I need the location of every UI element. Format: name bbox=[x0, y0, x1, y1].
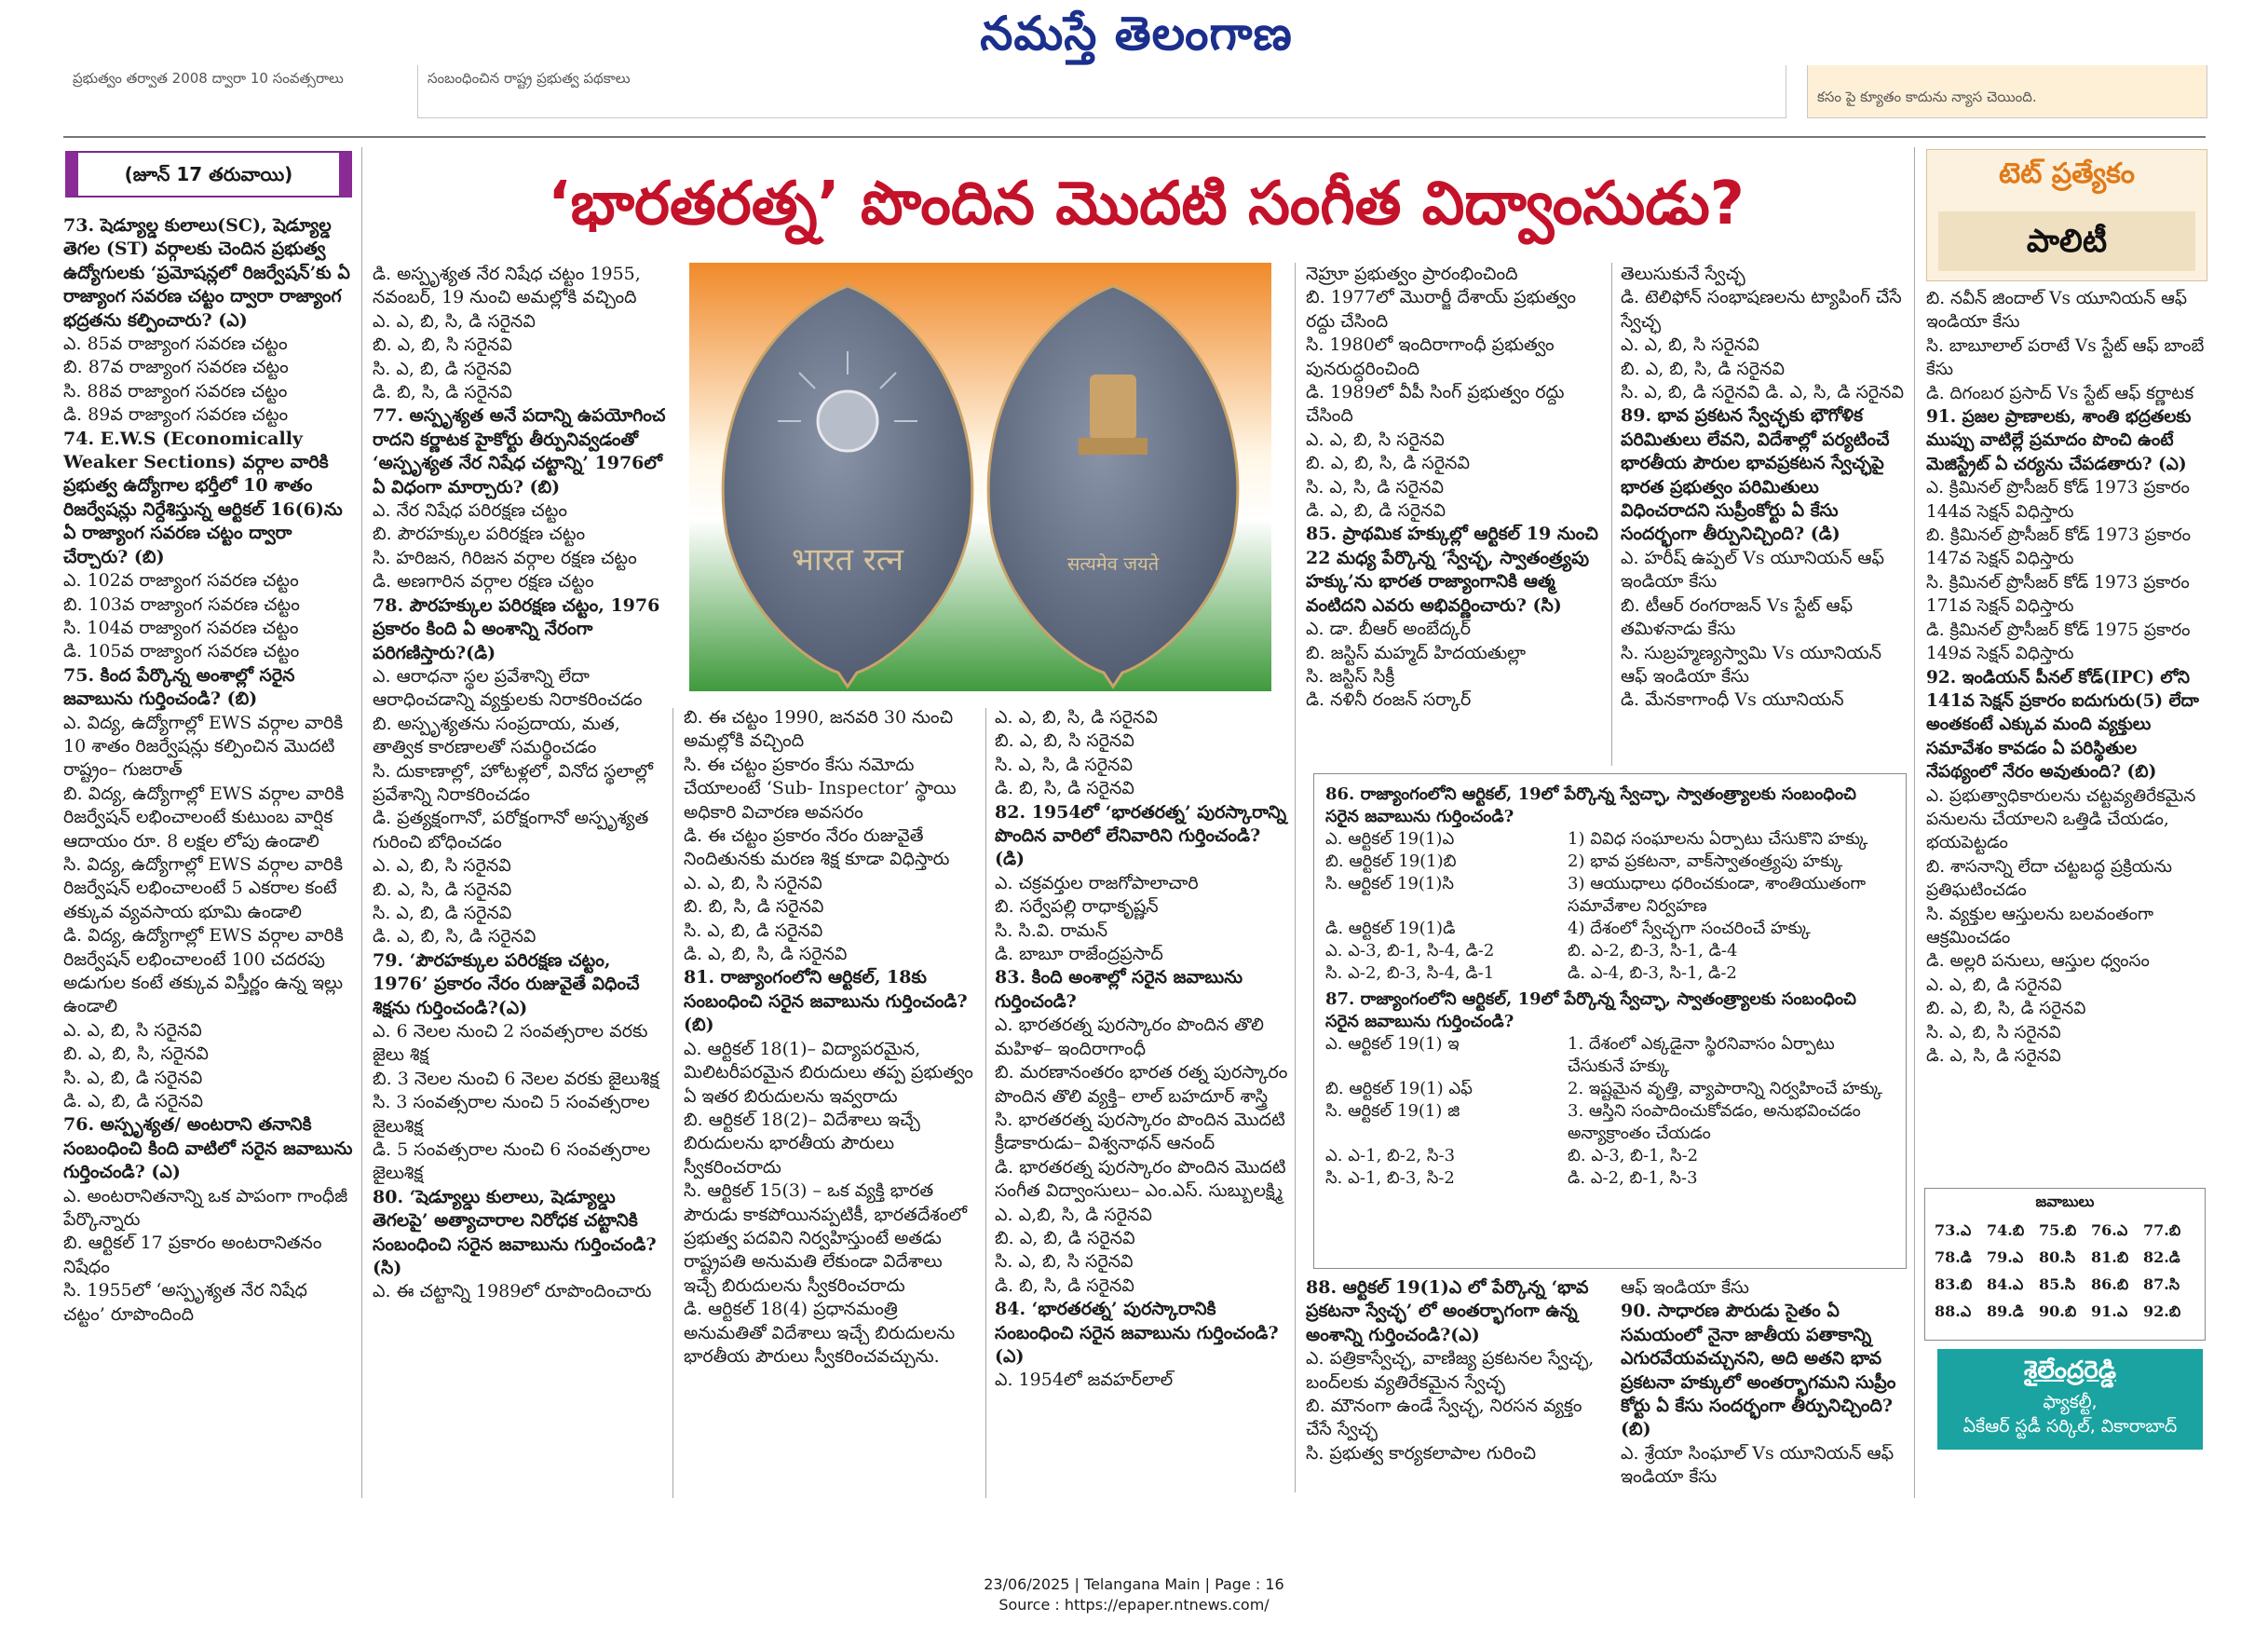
list-item: బి. ఎ-2, బి-3, సి-1, డి-4 bbox=[1568, 941, 1738, 961]
list-item: 92. ఇండియన్ పీనల్ కోడ్(IPC) లోని 141వ సెక్షన్ ప్రకారం ఐదుగురు(5) లేదా అంతకంటే ఎక్కువ మంది వ్యక్తులు సమావేశం కావడం ఏ పరిస్థితుల నేపథ్యంలో నేరం అవుతుంది? (బి) bbox=[1926, 667, 2199, 783]
list-item: ఎ. నేర నిషేధ పరిరక్షణ చట్టం bbox=[373, 500, 568, 522]
column-divider bbox=[1914, 147, 1915, 1498]
list-item: 90. సాధారణ పౌరుడు సైతం ఏ సమయంలో నైనా జాతీయ పతాకాన్ని ఎగురవేయవచ్చునని, అది అతని భావ ప్రకటనా హక్కులో అంతర్భాగమని సుప్రీం కోర్టు ఏ కేసు సందర్భంగా తీర్పునిచ్చింది? (బి) bbox=[1621, 1301, 1896, 1440]
medal-left-text: भारत रत्न bbox=[791, 541, 904, 579]
question-87: 87. రాజ్యాంగంలోని ఆర్టికల్, 19లో పేర్కొన్న స్వేచ్ఛా, స్వాతంత్ర్యాలకు సంబంధించి సరైన జవాబును గుర్తించండి? bbox=[1325, 989, 1856, 1031]
top-strip-left: ప్రభుత్వం తర్వాత 2008 ద్వారా 10 సంవత్సరాలు bbox=[73, 70, 344, 87]
top-strip-right: కసం పై క్యూతం కాదును న్యాస చెయింది. bbox=[1807, 65, 2207, 118]
list-item: బి. టీఆర్ రంగరాజన్ Vs స్టేట్ ఆఫ్ తమిళనాడు కేసు bbox=[1621, 594, 1854, 640]
list-item: సి. ఈ చట్టం ప్రకారం కేసు నమోదు చేయాలంటే ‘Sub- Inspector’ స్థాయి అధికారి విచారణ అవసరం bbox=[684, 754, 957, 823]
column-divider bbox=[1295, 263, 1296, 1492]
list-item: బి. క్రిమినల్ ప్రొసీజర్ కోడ్ 1973 ప్రకారం 147వ సెక్షన్ విధిస్తారు bbox=[1926, 525, 2192, 569]
list-item: బి. మరణానంతరం భారత రత్న పురస్కారం పొందిన తొలి వ్యక్తి– లాల్ బహదూర్ శాస్త్రి bbox=[995, 1062, 1288, 1107]
list-item: డి. అణగారిన వర్గాల రక్షణ చట్టం bbox=[373, 571, 594, 593]
list-item: డి. దిగంబర ప్రసాద్ Vs స్టేట్ ఆఫ్ కర్ణాటక bbox=[1926, 383, 2194, 403]
list-item: బి. ఎ, బి, సి, డి సరైనవి bbox=[1621, 358, 1786, 379]
list-item: 2) భావ ప్రకటనా, వాక్‌స్వాతంత్ర్యపు హక్కు bbox=[1568, 852, 1843, 871]
list-item: బి. ఎ, బి, సి, సరైనవి bbox=[63, 1043, 209, 1065]
medal-right-text: सत्यमेव जयते bbox=[1066, 552, 1160, 575]
list-item: 80. ‘షెడ్యూల్డు కులాలు, షెడ్యూల్డు తెగలపై’ అత్యాచారాల నిరోధక చట్టానికి సంబంధించి సరైన జవాబును గుర్తించండి? (సి) bbox=[373, 1186, 657, 1279]
question-86: 86. రాజ్యాంగంలోని ఆర్టికల్, 19లో పేర్కొన్న స్వేచ్ఛా, స్వాతంత్ర్యాలకు సంబంధించి సరైన జవాబును గుర్తించండి? bbox=[1325, 784, 1856, 826]
list-item: బి. బి, సి, డి సరైనవి bbox=[684, 896, 824, 918]
list-item: 1) వివిధ సంఘాలను ఏర్పాటు చేసుకొని హక్కు bbox=[1568, 829, 1868, 849]
list-item: డి. ప్రత్యక్షంగానో, పరోక్షంగానో అస్పృశ్యత గురించి బోధించడం bbox=[373, 808, 649, 852]
list-item: 3. ఆస్తిని సంపాదించుకోవడం, అనుభవించడం అన్యాక్రాంతం చేయడం bbox=[1568, 1101, 1861, 1143]
list-item: బి. 103వ రాజ్యాంగ సవరణ చట్టం bbox=[63, 593, 300, 615]
list-item: 76. అస్పృశ్యత/ అంటరాని తనానికి సంబంధించి కింది వాటిలో సరైన జవాబును గుర్తించండి? (ఎ) bbox=[63, 1114, 353, 1183]
list-item: సి. 104వ రాజ్యాంగ సవరణ చట్టం bbox=[63, 617, 299, 638]
list-item: సి. ఎ, సి, డి సరైనవి bbox=[995, 754, 1133, 775]
list-item: సి. ఎ-1, బి-3, సి-2 bbox=[1325, 1168, 1455, 1188]
list-item: డి. నళినీ రంజన్ సర్కార్ bbox=[1306, 689, 1472, 711]
column-5-bottom bbox=[1306, 1276, 1606, 1500]
list-item: ఎ. ఆర్టికల్ 18(1)– విద్యాపరమైన, మిలిటరీపరమైన బిరుదులు తప్ప ప్రభుత్వం ఏ ఇతర బిరుదులను ఇవ్వరాదు bbox=[684, 1038, 973, 1107]
sidebar-title: టెట్ ప్రత్యేకం bbox=[1999, 157, 2135, 190]
list-item: బి. సర్వేపల్లి రాధాకృష్ణన్ bbox=[995, 896, 1159, 918]
list-item: ఎ. ఎ, బి, సి, డి సరైనవి bbox=[995, 707, 1158, 728]
top-strip-middle: సంబంధించిన రాష్ట్ర ప్రభుత్వ పథకాలు bbox=[417, 65, 1786, 118]
list-item: డి. టెలిఫోన్ సంభాషణలను ట్యాపింగ్ చేసే స్వేచ్ఛ bbox=[1621, 287, 1902, 332]
list-item: సి. ఆర్టికల్ 19(1)సి bbox=[1325, 874, 1455, 893]
list-item: డి. బాబూ రాజేంద్రప్రసాద్ bbox=[995, 944, 1163, 965]
list-item: సి. ఎ, బి, డి సరైనవి bbox=[373, 358, 512, 379]
list-item: ఎ. డా. బీఆర్ అంబేద్కర్ bbox=[1306, 619, 1471, 640]
list-item: సి. ఆర్టికల్ 19(1) జి bbox=[1325, 1101, 1460, 1121]
list-item: డి. 89వ రాజ్యాంగ సవరణ చట్టం bbox=[63, 404, 289, 426]
answer-key-title: జవాబులు bbox=[2035, 1192, 2095, 1210]
answer-key-item: 83.బి bbox=[1935, 1275, 1973, 1293]
answer-key-item: 78.డి bbox=[1935, 1248, 1972, 1266]
matching-questions-box bbox=[1313, 773, 1907, 1269]
column-1 bbox=[63, 214, 354, 1500]
list-item: బి. ఎ, బి, సి సరైనవి bbox=[373, 334, 512, 356]
list-item: 79. ‘పౌరహక్కుల పరిరక్షణ చట్టం, 1976’ ప్రకారం నేరం రుజువైతే విధించే శిక్షను గుర్తించండి?(ఎ) bbox=[373, 949, 640, 1018]
list-item: డి. 5 సంవత్సరాల నుంచి 6 సంవత్సరాల జైలుశిక్ష bbox=[373, 1139, 651, 1184]
column-3 bbox=[684, 706, 980, 1500]
list-item: 85. ప్రాథమిక హక్కుల్లో ఆర్టికల్ 19 నుంచి 22 మధ్య పేర్కొన్న ‘స్వేచ్ఛ, స్వాతంత్ర్యపు హక్కు’ను భారత రాజ్యాంగానికి ఆత్మ వంటిదని ఎవరు అభివర్ణించారు? (సి) bbox=[1306, 524, 1598, 616]
list-item: బి. ఆర్టికల్ 19(1)బి bbox=[1325, 852, 1457, 871]
list-item: సి. ఎ, బి, డి సరైనవి bbox=[684, 920, 823, 941]
list-item: 83. కింది అంశాల్లో సరైన జవాబును గుర్తించండి? bbox=[995, 967, 1243, 1012]
column-6-bottom bbox=[1621, 1276, 1911, 1500]
answer-key-box bbox=[1924, 1188, 2206, 1341]
column-2 bbox=[373, 263, 669, 1500]
list-item: సి. బాబూలాల్ పరాటే Vs స్టేట్ ఆఫ్ బాంబే కేసు bbox=[1926, 335, 2205, 380]
list-item: డి. క్రిమినల్ ప్రొసీజర్ కోడ్ 1975 ప్రకారం 149వ సెక్షన్ విధిస్తారు bbox=[1926, 620, 2191, 664]
list-item: ఎ. 102వ రాజ్యాంగ సవరణ చట్టం bbox=[63, 570, 299, 592]
list-item: బి. 87వ రాజ్యాంగ సవరణ చట్టం bbox=[63, 357, 289, 378]
column-divider bbox=[672, 708, 673, 1498]
list-item: బి. మౌనంగా ఉండే స్వేచ్ఛ, నిరసన వ్యక్తం చేసే స్వేచ్ఛ bbox=[1306, 1396, 1582, 1440]
answer-key-item: 76.ఎ bbox=[2091, 1221, 2128, 1239]
list-item: 91. ప్రజల ప్రాణాలకు, శాంతి భద్రతలకు ముప్పు వాటిల్లే ప్రమాదం పొంచి ఉంటే మెజిస్ట్రేట్ ఏ చర్యను చేపడతారు? (ఎ) bbox=[1926, 407, 2192, 474]
list-item: సి. దుకాణాల్లో, హోటళ్లలో, వినోద స్థలాల్లో ప్రవేశాన్ని నిరాకరించడం bbox=[373, 760, 653, 805]
column-divider bbox=[361, 147, 362, 1498]
list-item: సి. వ్యక్తుల ఆస్తులను బలవంతంగా ఆక్రమించడం bbox=[1926, 904, 2154, 947]
answer-key-item: 81.బి bbox=[2091, 1248, 2129, 1266]
list-item: సి. క్రిమినల్ ప్రొసీజర్ కోడ్ 1973 ప్రకారం 171వ సెక్షన్ విధిస్తారు bbox=[1926, 572, 2190, 617]
bharat-ratna-medals-image bbox=[689, 263, 1271, 691]
list-item: ఎ. భారతరత్న పురస్కారం పొందిన తొలి మహిళ– ఇందిరాగాంధీ bbox=[995, 1015, 1264, 1059]
list-item: సి. ఎ, బి, డి సరైనవి bbox=[63, 1067, 203, 1088]
list-item: తెలుసుకునే స్వేచ్ఛ bbox=[1621, 264, 1745, 284]
list-item: ఆఫ్ ఇండియా కేసు bbox=[1621, 1277, 1749, 1298]
list-item: 77. అస్పృశ్యత అనే పదాన్ని ఉపయోగించ రాదని కర్ణాటక హైకోర్టు తీర్పునివ్వడంతో ‘అస్పృశ్యత నేర నిషేధ చట్టాన్ని’ 1976లో ఏ విధంగా మార్చారు? (బి) bbox=[373, 405, 666, 497]
list-item: ఎ. ఎ, బి, సి సరైనవి bbox=[684, 872, 822, 893]
list-item: ఎ. ఎ-1, బి-2, సి-3 bbox=[1325, 1146, 1456, 1165]
list-item: డి. బి, సి, డి సరైనవి bbox=[995, 1274, 1134, 1296]
list-item: 81. రాజ్యాంగంలోని ఆర్టికల్, 18కు సంబంధించి సరైన జవాబును గుర్తించండి? (బి) bbox=[684, 967, 968, 1036]
list-item: సి. ఎ, బి, సి సరైనవి bbox=[995, 1251, 1134, 1273]
list-item: సి. ఎ, బి, సి సరైనవి bbox=[1926, 1022, 2061, 1042]
list-item: 73. షెడ్యూల్డ కులాలు(SC), షెడ్యూల్డ తెగల (ST) వర్గాలకు చెందిన ప్రభుత్వ ఉద్యోగులకు ‘ప్రమోషన్లలో రిజర్వేషన్’కు ఏ రాజ్యాంగ సవరణ చట్టం ద్వారా రాజ్యాంగ భద్రతను కల్పించారు? (ఎ) bbox=[63, 215, 350, 331]
list-item: ఎ. ఎ-3, బి-1, సి-4, డి-2 bbox=[1325, 941, 1495, 961]
author-role: ఫ్యాకల్టీ, bbox=[2043, 1392, 2098, 1412]
list-item: డి. 1989లో వీపీ సింగ్ ప్రభుత్వం రద్దు చేసింది bbox=[1306, 382, 1565, 427]
list-item: డి. ఎ, బి, డి సరైనవి bbox=[1306, 500, 1446, 522]
list-item: ఎ. ప్రభుత్వాధికారులను చట్టవ్యతిరేకమైన పనులను చేయాలని ఒత్తిడి చేయడం, భయపెట్టడం bbox=[1926, 785, 2196, 853]
list-item: సి. ఎ, సి, డి సరైనవి bbox=[1306, 476, 1444, 497]
list-item: డి. బి, సి, డి సరైనవి bbox=[373, 382, 512, 403]
list-item: ఎ. పత్రికాస్వేచ్ఛ, వాణిజ్య ప్రకటనల స్వేచ్ఛ, బంద్‌లకు వ్యతిరేకమైన స్వేచ్ఛ bbox=[1306, 1348, 1595, 1393]
list-item: బి. ఎ-3, బి-1, సి-2 bbox=[1568, 1146, 1699, 1165]
question-86-left bbox=[1325, 828, 1558, 985]
list-item: డి. ఎ-2, బి-1, సి-3 bbox=[1568, 1168, 1698, 1188]
list-item: బి. ఈ చట్టం 1990, జనవరి 30 నుంచి అమల్లోకి వచ్చింది bbox=[684, 707, 954, 752]
list-item: ఎ. ఎ, బి, సి సరైనవి bbox=[373, 855, 511, 877]
answer-key-item: 80.సి bbox=[2039, 1248, 2076, 1266]
list-item: సి. 1980లో ఇందిరాగాంధీ ప్రభుత్వం పునరుద్ధరించింది bbox=[1306, 334, 1555, 379]
list-item: సి. సుబ్రహ్మణ్యస్వామి Vs యూనియన్ ఆఫ్ ఇండియా కేసు bbox=[1621, 642, 1882, 687]
list-item: డి. ఆర్టికల్ 19(1)డి bbox=[1325, 919, 1456, 938]
list-item: సి. 88వ రాజ్యాంగ సవరణ చట్టం bbox=[63, 380, 288, 402]
masthead bbox=[0, 0, 2268, 140]
list-item: సి. ఎ-2, బి-3, సి-4, డి-1 bbox=[1325, 963, 1495, 983]
list-item: సి. హరిజన, గిరిజన వర్గాల రక్షణ చట్టం bbox=[373, 547, 637, 568]
list-item: సి. విద్య, ఉద్యోగాల్లో EWS వర్గాల వారికి రిజర్వేషన్ లభించాలంటే 5 ఎకరాల కంటే తక్కువ వ్యవసాయ భూమి ఉండాలి bbox=[63, 853, 344, 922]
answer-key-item: 85.సి bbox=[2039, 1275, 2076, 1293]
list-item: డి. అస్పృశ్యత నేర నిషేధ చట్టం 1955, నవంబర్, 19 నుంచి అమల్లోకి వచ్చింది bbox=[373, 264, 641, 308]
list-item: బి. ఎ, బి, సి సరైనవి bbox=[995, 730, 1134, 752]
list-item: 1. దేశంలో ఎక్కడైనా స్థిరనివాసం ఏర్పాటు చేసుకునే హక్కు bbox=[1568, 1034, 1835, 1076]
list-item: ఎ. చక్రవర్తుల రాజగోపాలాచారి bbox=[995, 872, 1199, 893]
answer-key-item: 90.బి bbox=[2039, 1302, 2077, 1320]
list-item: సి. భారతరత్న పురస్కారం పొందిన మొదటి క్రీడాకారుడు– విశ్వనాథన్ ఆనంద్ bbox=[995, 1109, 1285, 1154]
list-item: బి. జస్టిస్ మహ్మద్ హిదయతుల్లా bbox=[1306, 642, 1527, 663]
list-item: 82. 1954లో ‘భారతరత్న’ పురస్కారాన్ని పొందిన వారిలో లేనివారిని గుర్తించండి? (డి) bbox=[995, 801, 1287, 870]
list-item: డి. అల్లరి పనులు, ఆస్తుల ధ్వంసం bbox=[1926, 951, 2150, 972]
list-item: డి. విద్య, ఉద్యోగాల్లో EWS వర్గాల వారికి రిజర్వేషన్ లభించాలంటే 100 చదరపు అడుగుల కంటే తక్కువ విస్తీర్ణం ఉన్న ఇల్లు ఉండాలి bbox=[63, 925, 344, 1017]
list-item: ఎ. 85వ రాజ్యాంగ సవరణ చట్టం bbox=[63, 334, 288, 355]
list-item: ఎ. ఎ, బి, సి సరైనవి bbox=[63, 1019, 202, 1041]
list-item: ఎ. ఈ చట్టాన్ని 1989లో రూపొందించారు bbox=[373, 1281, 652, 1302]
list-item: 84. ‘భారతరత్న’ పురస్కారానికి సంబంధించి సరైన జవాబును గుర్తించండి? (ఎ) bbox=[995, 1299, 1279, 1367]
author-org: ఏకేఆర్ స్టడీ సర్కిల్, వికారాబాద్ bbox=[1962, 1416, 2178, 1437]
list-item: బి. ఎ, బి, సి, డి సరైనవి bbox=[1926, 999, 2086, 1019]
list-item: బి. శాసనాన్ని లేదా చట్టబద్ధ ప్రక్రియను ప్రతిఘటించడం bbox=[1926, 856, 2172, 901]
footer-source-line: Source : https://epaper.ntnews.com/ bbox=[998, 1596, 1270, 1614]
list-item: బి. ఆర్టికల్ 19(1) ఎఫ్ bbox=[1325, 1079, 1473, 1098]
list-item: ఎ. ఎ,బి, సి, డి సరైనవి bbox=[995, 1204, 1152, 1225]
answer-key-item: 73.ఎ bbox=[1935, 1221, 1972, 1239]
list-item: ఎ. హరీష్ ఉప్పల్ Vs యూనియన్ ఆఫ్ ఇండియా కేసు bbox=[1621, 547, 1884, 593]
question-87-options bbox=[1325, 1033, 1894, 1190]
list-item: డి. 105వ రాజ్యాంగ సవరణ చట్టం bbox=[63, 641, 300, 662]
list-item: ఎ. 1954లో జవహర్‌లాల్ bbox=[995, 1369, 1174, 1391]
list-item: డి. మేనకాగాంధీ Vs యూనియన్ bbox=[1621, 689, 1844, 711]
answer-key-grid bbox=[1925, 1214, 2205, 1331]
column-6 bbox=[1621, 263, 1911, 766]
column-7 bbox=[1926, 287, 2206, 1181]
page-headline: ‘భారతరత్న’ పొందిన మొదటి సంగీత విద్వాంసుడు? bbox=[548, 170, 1745, 238]
list-item: బి. ఎ, సి, డి సరైనవి bbox=[373, 879, 512, 900]
answer-key-item: 82.డి bbox=[2143, 1248, 2180, 1266]
list-item: డి. ఎ, బి, సి, డి సరైనవి bbox=[684, 944, 848, 965]
date-tag: (జూన్ 17 తరువాయి) bbox=[65, 151, 352, 198]
list-item: 88. ఆర్టికల్ 19(1)ఎ లో పేర్కొన్న ‘భావ ప్రకటనా స్వేచ్ఛ’ లో అంతర్భాగంగా ఉన్న అంశాన్ని గుర్తించండి?(ఎ) bbox=[1306, 1277, 1589, 1345]
top-divider bbox=[63, 136, 2206, 138]
medal-illustration bbox=[689, 263, 1271, 691]
matching-questions bbox=[1325, 783, 1894, 1260]
list-item: బి. ఆర్టికల్ 17 ప్రకారం అంటరానితనం నిషేధం bbox=[63, 1233, 322, 1277]
list-item: డి. ఆర్టికల్ 18(4) ప్రధానమంత్రి అనుమతితో విదేశాలు ఇచ్చే బిరుదులను భారతీయ పౌరులు స్వీకరించవచ్చును. bbox=[684, 1299, 956, 1367]
column-divider bbox=[1611, 263, 1612, 766]
question-87-right bbox=[1568, 1033, 1894, 1190]
question-87-left bbox=[1325, 1033, 1558, 1190]
answer-key-item: 92.బి bbox=[2143, 1302, 2181, 1320]
answer-key-item: 84.ఎ bbox=[1987, 1275, 2024, 1293]
sidebar-heading bbox=[1926, 149, 2207, 281]
list-item: బి. అస్పృశ్యతను సంప్రదాయ, మత, తాత్విక కారణాలతో సమర్థించడం bbox=[373, 713, 620, 758]
list-item: ఎ. విద్య, ఉద్యోగాల్లో EWS వర్గాల వారికి 10 శాతం రిజర్వేషన్లు కల్పించిన మొదటి రాష్ట్రం– గుజరాత్ bbox=[63, 712, 344, 781]
column-4 bbox=[995, 706, 1291, 1500]
list-item: 4) దేశంలో స్వేచ్ఛగా సంచరించే హక్కు bbox=[1568, 919, 1811, 938]
answer-key-item: 89.డి bbox=[1987, 1302, 2024, 1320]
list-item: బి. 1977లో మొరార్జీ దేశాయ్ ప్రభుత్వం రద్దు చేసింది bbox=[1306, 287, 1577, 332]
list-item: డి. ఎ, బి, సి, డి సరైనవి bbox=[373, 926, 536, 947]
list-item: డి. ఈ చట్టం ప్రకారం నేరం రుజువైతే నిందితునకు మరణ శిక్ష కూడా విధిస్తారు bbox=[684, 825, 950, 870]
list-item: 78. పౌరహక్కుల పరిరక్షణ చట్టం, 1976 ప్రకారం కింది ఏ అంశాన్ని నేరంగా పరిగణిస్తారు?(డి) bbox=[373, 594, 660, 663]
list-item: 2. ఇష్టమైన వృత్తి, వ్యాపారాన్ని నిర్వహించే హక్కు bbox=[1568, 1079, 1882, 1098]
column-5 bbox=[1306, 263, 1606, 766]
answer-key-item: 87.సి bbox=[2143, 1275, 2180, 1293]
question-86-right bbox=[1568, 828, 1894, 985]
list-item: డి. ఎ-4, బి-3, సి-1, డి-2 bbox=[1568, 963, 1737, 983]
author-name: శైలేంద్రరెడ్డి bbox=[2024, 1356, 2116, 1384]
answer-key-item: 88.ఎ bbox=[1935, 1302, 1972, 1320]
list-item: సి. ఎ, బి, డి సరైనవి bbox=[373, 902, 512, 923]
list-item: నెహ్రూ ప్రభుత్వం ప్రారంభించింది bbox=[1306, 264, 1518, 284]
answer-key-item: 86.బి bbox=[2091, 1275, 2129, 1293]
list-item: బి. నవీన్ జిందాల్ Vs యూనియన్ ఆఫ్ ఇండియా కేసు bbox=[1926, 289, 2188, 333]
list-item: సి. ప్రభుత్వ కార్యకలాపాల గురించి bbox=[1306, 1442, 1537, 1464]
answer-key-item: 74.బి bbox=[1987, 1221, 2025, 1239]
list-item: 3) ఆయుధాలు ధరించకుండా, శాంతియుతంగా సమావేశాల నిర్వహణ bbox=[1568, 874, 1867, 916]
list-item: ఎ. ఆరాధనా స్థల ప్రవేశాన్ని లేదా ఆరాధించడాన్ని వ్యక్తులకు నిరాకరించడం bbox=[373, 665, 643, 711]
list-item: బి. ఎ, బి, డి సరైనవి bbox=[995, 1227, 1135, 1248]
page-footer bbox=[0, 1574, 2268, 1615]
answer-key-item: 91.ఎ bbox=[2091, 1302, 2128, 1320]
list-item: సి. జస్టిస్ సిక్రీ bbox=[1306, 665, 1395, 687]
list-item: ఎ. ఆర్టికల్ 19(1) ఇ bbox=[1325, 1034, 1460, 1054]
list-item: డి. ఎ, సి, డి సరైనవి bbox=[1926, 1046, 2061, 1066]
list-item: 75. కింద పేర్కొన్న అంశాల్లో సరైన జవాబును గుర్తించండి? (బి) bbox=[63, 664, 295, 710]
list-item: బి. ఎ, బి, సి, డి సరైనవి bbox=[1306, 453, 1471, 474]
newspaper-logo: నమస్తే తెలంగాణ bbox=[980, 6, 1293, 61]
answer-key-item: 75.బి bbox=[2039, 1221, 2077, 1239]
list-item: బి. ఆర్టికల్ 18(2)– విదేశాలు ఇచ్చే బిరుదులను భారతీయ పౌరులు స్వీకరించరాదు bbox=[684, 1109, 920, 1178]
list-item: ఎ. అంటరానితనాన్ని ఒక పాపంగా గాంధీజీ పేర్కొన్నారు bbox=[63, 1185, 348, 1231]
list-item: ఎ. ఎ, బి, సి సరైనవి bbox=[1306, 429, 1445, 450]
list-item: ఎ. 6 నెలల నుంచి 2 సంవత్సరాల వరకు జైలు శిక్ష bbox=[373, 1021, 648, 1066]
column-divider bbox=[985, 708, 986, 1498]
list-item: బి. విద్య, ఉద్యోగాల్లో EWS వర్గాల వారికి రిజర్వేషన్ లభించాలంటే కుటుంబ వార్షిక ఆదాయం రూ. 8 లక్షల లోపు ఉండాలి bbox=[63, 783, 345, 852]
author-box bbox=[1937, 1349, 2203, 1450]
list-item: ఎ. ఆర్టికల్ 19(1)ఎ bbox=[1325, 829, 1455, 849]
list-item: సి. సి.వి. రామన్ bbox=[995, 920, 1108, 941]
list-item: సి. 1955లో ‘అస్పృశ్యత నేర నిషేధ చట్టం’ రూపొందింది bbox=[63, 1280, 307, 1325]
list-item: సి. 3 సంవత్సరాల నుంచి 5 సంవత్సరాల జైలుశిక్ష bbox=[373, 1092, 650, 1137]
list-item: 89. భావ ప్రకటన స్వేచ్ఛకు భౌగోళిక పరిమితులు లేవని, విదేశాల్లో పర్యటించే భారతీయ పౌరుల భావప్రకటన స్వేచ్ఛపై భారత ప్రభుత్వం పరిమితులు విధించరాదని సుప్రీంకోర్టు ఏ కేసు సందర్భంగా తీర్పునిచ్చింది? (డి) bbox=[1621, 405, 1890, 545]
list-item: బి. పౌరహక్కుల పరిరక్షణ చట్టం bbox=[373, 524, 586, 545]
answer-key-item: 77.బి bbox=[2143, 1221, 2181, 1239]
list-item: సి. ఆర్టికల్ 15(3) – ఒక వ్యక్తి భారత పౌరుడు కాకపోయినప్పటికీ, భారతదేశంలో ప్రభుత్వ పదవిని నిర్వహిస్తుంటే అతడు రాష్ట్రపతి అనుమతి లేకుండా విదేశాలు ఇచ్చే బిరుదులను స్వీకరించరాదు bbox=[684, 1180, 968, 1296]
list-item: ఎ. ఎ, బి, సి సరైనవి bbox=[1621, 334, 1759, 356]
list-item: డి. బి, సి, డి సరైనవి bbox=[995, 778, 1134, 799]
list-item: సి. ఎ, బి, డి సరైనవి డి. ఎ, సి, డి సరైనవి bbox=[1621, 382, 1905, 403]
footer-date-line: 23/06/2025 | Telangana Main | Page : 16 bbox=[984, 1575, 1284, 1593]
question-86-options bbox=[1325, 828, 1894, 985]
list-item: బి. 3 నెలల నుంచి 6 నెలల వరకు జైలుశిక్ష bbox=[373, 1068, 659, 1089]
list-item: ఎ. ఎ, బి, డి సరైనవి bbox=[1926, 974, 2062, 995]
sidebar-subtitle: పాలిటీ bbox=[1938, 211, 2195, 271]
list-item: డి. ఎ, బి, డి సరైనవి bbox=[63, 1091, 204, 1112]
list-item: ఎ. ఎ, బి, సి, డి సరైనవి bbox=[373, 310, 536, 332]
list-item: ఎ. క్రిమినల్ ప్రొసీజర్ కోడ్ 1973 ప్రకారం 144వ సెక్షన్ విధిస్తారు bbox=[1926, 478, 2190, 522]
list-item: 74. E.W.S (Economically Weaker Sections) వర్గాల వారికి ప్రభుత్వ ఉద్యోగాల భర్తీలో 10 శాతం రిజర్వేషన్లు నిర్దేశిస్తున్న ఆర్టికల్ 16(6)ను ఏ రాజ్యాంగ సవరణ చట్టం ద్వారా చేర్చారు? (బి) bbox=[63, 428, 343, 567]
list-item: డి. భారతరత్న పురస్కారం పొందిన మొదటి సంగీత విద్వాంసులు– ఎం.ఎస్. సుబ్బులక్ష్మి bbox=[995, 1156, 1286, 1202]
list-item: ఎ. శ్రేయా సింఘాల్ Vs యూనియన్ ఆఫ్ ఇండియా కేసు bbox=[1621, 1442, 1895, 1488]
answer-key-item: 79.ఎ bbox=[1987, 1248, 2024, 1266]
